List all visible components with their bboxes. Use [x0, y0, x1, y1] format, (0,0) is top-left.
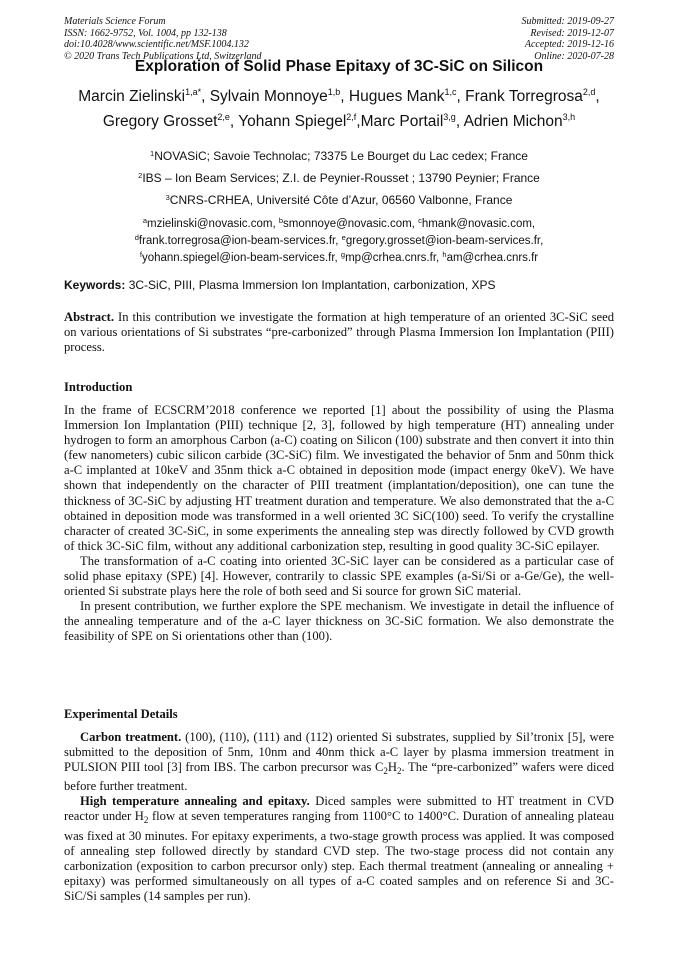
email[interactable]: $^c$hmank@novasic.com, [418, 216, 536, 230]
paragraph: High temperature annealing and epitaxy. Diced samples were submitted to HT treatment in CVD reactor under $H_2$ flow at seven temperatures ranging from 1100°C to 1400°C. Duration of annealing plateau was fixed at 30 minutes. For epitaxy experiments, a two-stage growth process was applied. It was composed of annealing step followed directly by standard CVD step. The two-stage process did not contain any carbonization (exposition to carbon precursor only) step. Each thermal treatment (annealing or annealing + epitaxy) was performed simultaneously on all types of a-C coated samples and on reference Si and 3C-SiC/Si samples (14 samples per run). [64, 794, 614, 903]
journal-name: Materials Science Forum [64, 16, 166, 27]
email[interactable]: $^e$gregory.grosset@ion-beam-services.fr, [341, 233, 544, 247]
paragraph: In the frame of ECSCRM’2018 conference we reported [1] about the possibility of using the Plasma Immersion Ion Implantation (PIII) technique [2, 3], followed by high temperature (HT) annealing under hydrogen to form an amorphous Carbon (a-C) coating on Silicon (100) substrate and then convert it into thin (few nanometers) cubic silicon carbide (3C-SiC) film. We investigated the behavior of 5nm and 50nm thick a-C implanted at 10keV and 35nm thick a-C obtained in deposition mode (impact energy 0keV). We have shown that independently on the character of PIII treatment (implantation/deposition), one can tune the thickness of 3C-SiC by adjusting HT treatment duration and temperature. We also demonstrated that the a-C obtained in deposition mode was transformed in a well oriented 3C SiC(100) seed. To verify the crystalline character of created 3C-SiC, in some experiments the annealing step was directly followed by CVD growth of thick 3C-SiC film, without any additional carbonization step, resulting in good quality 3C-SiC epilayer. [64, 403, 614, 553]
email[interactable]: $^d$frank.torregrosa@ion-beam-services.fr, [134, 233, 342, 247]
author: Sylvain Monnoye$^{1,b}$, [209, 87, 349, 105]
email[interactable]: $^g$mp@crhea.cnrs.fr, [340, 250, 443, 264]
abstract-label: Abstract. [64, 310, 115, 324]
section-heading-experimental: Experimental Details [64, 707, 178, 721]
email[interactable]: $^h$am@crhea.cnrs.fr [442, 250, 539, 264]
date-online: Online: 2020-07-28 [534, 50, 614, 62]
abstract-text: In this contribution we investigate the formation at high temperature of an oriented 3C-SiC seed on various orientations of Si substrates “pre-carbonized” through Plasma Immersion Ion Implantation (PIII) process. [64, 310, 614, 355]
email-list [20, 214, 658, 265]
section-heading-introduction: Introduction [64, 380, 133, 394]
email[interactable]: $^b$smonnoye@novasic.com, [278, 216, 419, 230]
journal-copyright: © 2020 Trans Tech Publications Ltd, Switzerland [64, 50, 262, 62]
date-revised: Revised: 2019-12-07 [530, 27, 614, 39]
paper-title: Exploration of Solid Phase Epitaxy of 3C-SiC on Silicon [134, 58, 544, 75]
dates-header [522, 16, 615, 62]
keywords-label: Keywords: [64, 278, 126, 292]
author: Gregory Grosset$^{2,e}$, [102, 112, 239, 130]
author: Hugues Mank$^{1,c}$, [348, 87, 466, 105]
abstract [64, 310, 614, 355]
journal-header [64, 16, 262, 62]
journal-issn: ISSN: 1662-9752, Vol. 1004, pp 132-138 [64, 27, 227, 39]
affiliation-1: $^1$NOVASiC; Savoie Technolac; 73375 Le Bourget du Lac cedex; France [150, 149, 528, 163]
date-accepted: Accepted: 2019-12-16 [524, 39, 614, 50]
date-submitted: Submitted: 2019-09-27 [521, 16, 614, 27]
author: Adrien Michon$^{3,h}$ [463, 112, 576, 130]
paragraph: In present contribution, we further explore the SPE mechanism. We investigate in detail the influence of the annealing temperature and of the a-C layer thickness on 3C-SiC formation. We also demonstrate the feasibility of SPE on Si orientations other than (100). [64, 599, 614, 644]
journal-doi[interactable]: doi:10.4028/www.scientific.net/MSF.1004.132 [64, 39, 249, 50]
author-list [20, 82, 658, 132]
email[interactable]: $^a$mzielinski@novasic.com, [142, 216, 279, 230]
author: Frank Torregrosa$^{2,d}$, [465, 87, 600, 105]
experimental-body [64, 730, 614, 904]
affiliation-3: $^3$CNRS-CRHEA, Université Côte d’Azur, 06560 Valbonne, France [165, 193, 513, 207]
email[interactable]: $^f$yohann.spiegel@ion-beam-services.fr, [139, 250, 341, 264]
author: Marcin Zielinski$^{1,a*}$, [78, 87, 210, 105]
paragraph: The transformation of a-C coating into oriented 3C-SiC layer can be considered as a particular case of solid phase epitaxy (SPE) [4]. However, contrarily to classic SPE examples (a-Si/Si or a-Ge/Ge), the well-oriented Si substrate plays here the role of both seed and Si source for grown SiC material. [64, 553, 614, 599]
paragraph: Carbon treatment. (100), (110), (111) and (112) oriented Si substrates, supplied by Sil’tronix [5], were submitted to the deposition of 5nm, 10nm and 40nm thick a-C layer by plasma immersion treatment in PULSION PIII tool [3] from IBS. The carbon precursor was $C_2H_2$. The “pre-carbonized” wafers were diced before further treatment. [64, 730, 615, 794]
keywords-text: 3C-SiC, PIII, Plasma Immersion Ion Implantation, carbonization, XPS [125, 278, 496, 292]
keywords [64, 278, 624, 292]
introduction-body [64, 403, 614, 645]
affiliation-2: $^2$IBS – Ion Beam Services; Z.I. de Peynier-Rousset ; 13790 Peynier; France [138, 171, 540, 185]
author: Yohann Spiegel$^{2,f}$, [238, 112, 361, 130]
author: Marc Portail$^{3,g}$, [360, 112, 464, 130]
